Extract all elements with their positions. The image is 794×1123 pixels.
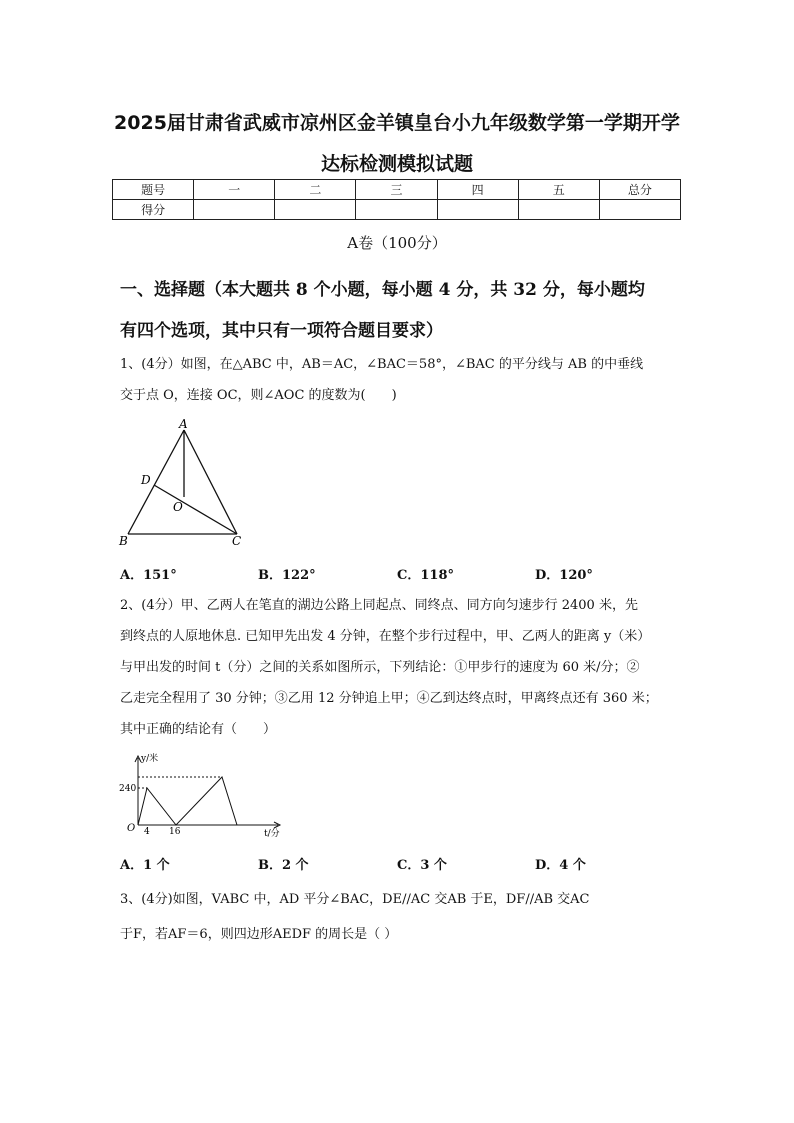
page-title-line-1: 2025届甘肃省武威市凉州区金羊镇皇台小九年级数学第一学期开学 xyxy=(114,112,680,134)
q1-option-c: C．118° xyxy=(397,568,454,583)
y-tick-240: 240 xyxy=(119,784,137,794)
q2-option-d: D．4 个 xyxy=(535,858,586,873)
score-header-cell: 三 xyxy=(356,180,437,200)
q2-text-line-1: 2、(4分）甲、乙两人在笔直的湖边公路上同起点、同终点、同方向匀速步行 2400 米，先 xyxy=(120,598,638,613)
origin-label: O xyxy=(127,823,136,834)
q1-option-b: B．122° xyxy=(258,568,316,583)
page-title-line-2: 达标检测模拟试题 xyxy=(320,153,473,175)
q3-text-line-1: 3、(4分)如图，VABC 中，AD 平分∠BAC，DE//AC 交AB 于E，DF//AB 交AC xyxy=(120,892,590,907)
q1-option-d: D．120° xyxy=(535,568,593,583)
label-c: C xyxy=(232,534,242,548)
label-o: O xyxy=(173,500,183,514)
x-tick-4: 4 xyxy=(144,827,150,837)
q2-option-b: B．2 个 xyxy=(258,858,309,873)
score-header-cell: 题号 xyxy=(113,180,194,200)
volume-label: A卷（100分） xyxy=(347,234,447,252)
q2-option-a: A．1 个 xyxy=(120,858,170,873)
score-header-cell: 五 xyxy=(518,180,599,200)
section-heading-line-2: 有四个选项，其中只有一项符合题目要求） xyxy=(120,321,443,341)
score-header-cell: 二 xyxy=(275,180,356,200)
distance-line xyxy=(138,777,237,825)
score-header-cell: 四 xyxy=(437,180,518,200)
q1-option-a: A．151° xyxy=(120,568,177,583)
q1-text-line-2: 交于点 O，连接 OC，则∠AOC 的度数为( ) xyxy=(120,388,397,403)
x-axis-label: t/分 xyxy=(264,829,280,839)
y-axis-label: y/米 xyxy=(141,754,159,764)
score-row-label: 得分 xyxy=(113,200,194,220)
x-tick-16: 16 xyxy=(169,827,181,837)
q1-text-line-1: 1、(4分）如图，在△ABC 中，AB＝AC，∠BAC＝58°，∠BAC 的平分线与 AB 的中垂线 xyxy=(120,357,644,372)
label-d: D xyxy=(141,473,151,487)
label-a: A xyxy=(179,417,188,431)
label-b: B xyxy=(119,534,128,548)
score-header-cell: 总分 xyxy=(599,180,680,200)
q2-text-line-2: 到终点的人原地休息. 已知甲先出发 4 分钟，在整个步行过程中，甲、乙两人的距离 y（米） xyxy=(120,629,651,644)
q2-text-line-3: 与甲出发的时间 t（分）之间的关系如图所示，下列结论：①甲步行的速度为 60 米/分；② xyxy=(120,660,640,675)
q2-option-c: C．3 个 xyxy=(397,858,447,873)
score-header-cell: 一 xyxy=(194,180,275,200)
section-heading-line-1: 一、选择题（本大题共 8 个小题，每小题 4 分，共 32 分，每小题均 xyxy=(120,280,645,300)
q3-text-line-2: 于F，若AF＝6，则四边形AEDF 的周长是（ ） xyxy=(120,927,398,942)
q2-text-line-5: 其中正确的结论有（ ） xyxy=(120,722,277,737)
q2-text-line-4: 乙走完全程用了 30 分钟；③乙用 12 分钟追上甲；④乙到达终点时，甲离终点还有 360 米； xyxy=(120,691,658,706)
